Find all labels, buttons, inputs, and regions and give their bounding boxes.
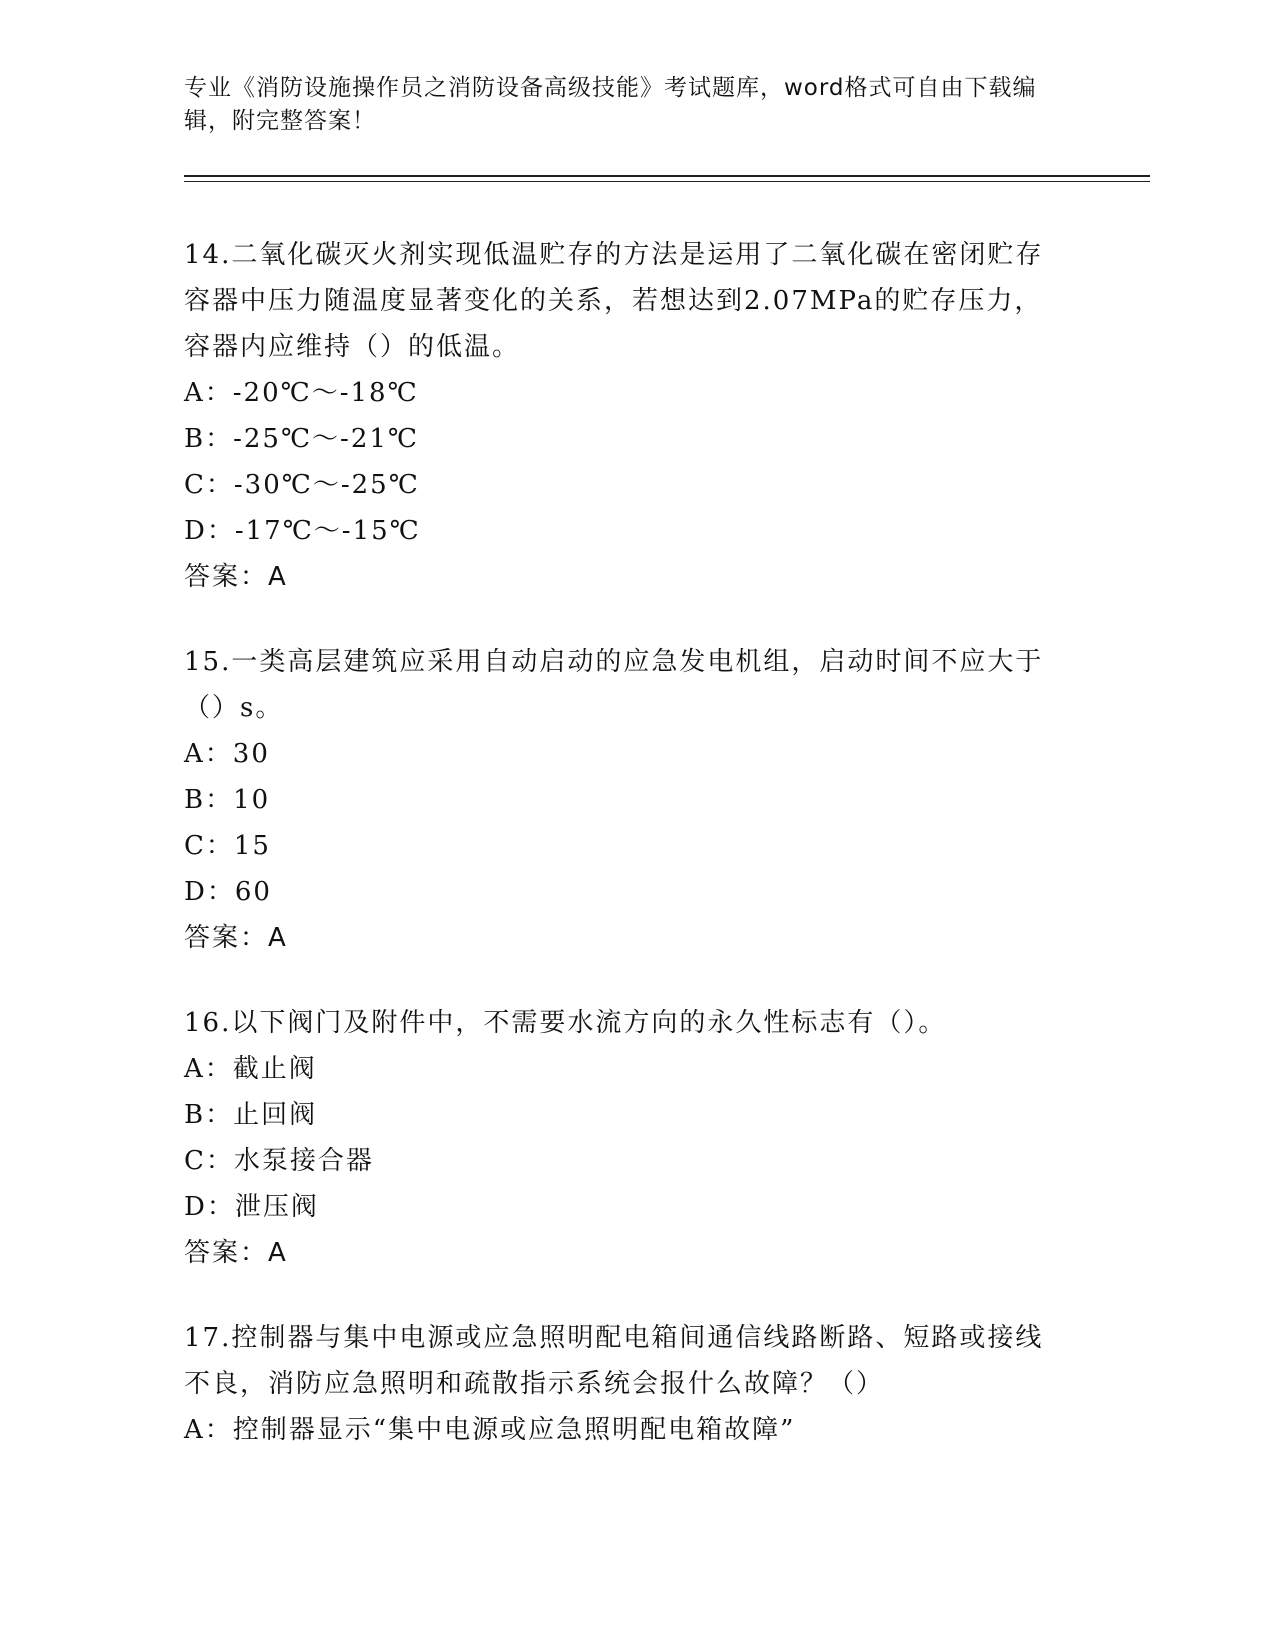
option-a: A：截止阀 [184,1054,317,1084]
question-stem: 15.一类高层建筑应采用自动启动的应急发电机组，启动时间不应大于（）s。 [184,647,1044,723]
question-list [184,232,1064,1492]
option-a: A：控制器显示“集中电源或应急照明配电箱故障” [184,1415,796,1445]
header-rule-thick [184,175,1150,177]
option-c: C：水泵接合器 [184,1146,374,1176]
question-stem: 14.二氧化碳灭火剂实现低温贮存的方法是运用了二氧化碳在密闭贮存容器中压力随温度显著变化的关系，若想达到2.07MPa的贮存压力，容器内应维持（）的低温。 [184,240,1044,362]
question-16 [184,1000,1064,1276]
option-d: D：泄压阀 [184,1192,319,1222]
header-rule-thin [184,181,1150,182]
option-c: C：-30℃～-25℃ [184,470,420,500]
question-14 [184,232,1064,600]
question-15 [184,639,1064,961]
answer-line: 答案：A [184,923,288,953]
question-stem: 17.控制器与集中电源或应急照明配电箱间通信线路断路、短路或接线不良，消防应急照明和疏散指示系统会报什么故障？（） [184,1323,1044,1399]
option-b: B：-25℃～-21℃ [184,424,420,454]
option-d: D：-17℃～-15℃ [184,516,421,546]
option-a: A：-20℃～-18℃ [184,378,419,408]
answer-line: 答案：A [184,562,288,592]
option-a: A：30 [184,739,270,769]
answer-line: 答案：A [184,1238,288,1268]
option-c: C：15 [184,831,271,861]
option-d: D：60 [184,877,272,907]
question-17 [184,1315,1064,1453]
option-b: B：止回阀 [184,1100,318,1130]
option-b: B：10 [184,785,271,815]
question-stem: 16.以下阀门及附件中，不需要水流方向的永久性标志有（）。 [184,1008,947,1038]
document-header: 专业《消防设施操作员之消防设备高级技能》考试题库，word格式可自由下载编辑，附完整答案！ [184,75,1037,134]
